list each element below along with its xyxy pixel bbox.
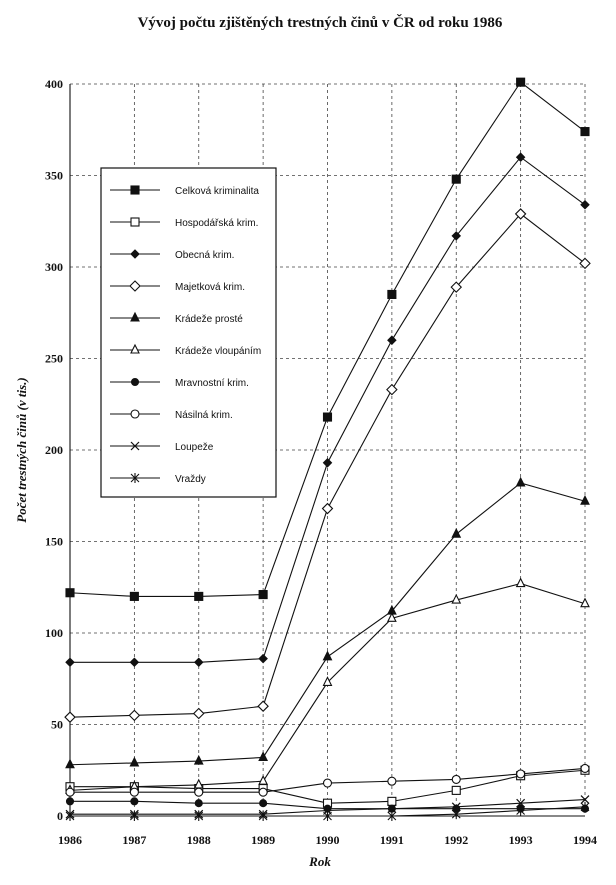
data-point: [452, 775, 460, 783]
data-point: [195, 780, 203, 788]
data-point: [517, 478, 525, 486]
data-point: [324, 413, 332, 421]
y-tick-label: 150: [45, 534, 63, 549]
legend-label: Majetková krim.: [175, 282, 246, 293]
y-tick-label: 300: [45, 260, 63, 274]
data-point: [388, 290, 396, 298]
chart-title: Vývoj počtu zjištěných trestných činů v ČR od roku 1986: [137, 15, 503, 31]
x-tick-label: 1992: [444, 833, 469, 847]
data-point: [517, 770, 525, 778]
legend-label: Vraždy: [175, 474, 206, 485]
data-point: [66, 788, 74, 796]
x-tick-label: 1994: [573, 833, 597, 847]
data-point: [259, 591, 267, 599]
x-tick-labels: [58, 833, 597, 847]
data-point: [324, 677, 332, 685]
data-point: [130, 788, 138, 796]
data-point: [130, 758, 138, 766]
data-point: [259, 788, 267, 796]
data-point: [195, 658, 203, 666]
data-point: [195, 592, 203, 600]
x-tick-label: 1990: [315, 833, 340, 847]
data-point: [581, 201, 589, 209]
x-tick-label: 1993: [508, 833, 533, 847]
y-tick-label: 250: [45, 351, 63, 366]
legend-label: Obecná krim.: [175, 250, 235, 261]
data-point: [131, 410, 139, 418]
data-point: [388, 797, 396, 805]
data-point: [581, 128, 589, 136]
x-tick-label: 1986: [58, 833, 82, 847]
data-point: [259, 655, 267, 663]
legend: [101, 168, 276, 497]
data-point: [194, 709, 204, 719]
x-tick-label: 1988: [186, 833, 211, 847]
data-point: [452, 529, 460, 537]
data-point: [195, 800, 202, 807]
data-point: [388, 777, 396, 785]
data-point: [66, 589, 74, 597]
data-point: [388, 336, 396, 344]
y-tick-label: 400: [45, 77, 63, 91]
data-point: [324, 652, 332, 660]
data-point: [258, 701, 268, 711]
x-axis-label: Rok: [309, 854, 331, 869]
data-point: [131, 218, 139, 226]
data-point: [517, 579, 525, 587]
legend-label: Loupeže: [175, 442, 214, 453]
x-tick-label: 1987: [122, 833, 147, 847]
data-point: [324, 459, 332, 467]
y-tick-labels: [45, 77, 63, 823]
data-point: [387, 385, 397, 395]
y-tick-label: 350: [45, 168, 63, 183]
legend-label: Násilná krim.: [175, 410, 233, 421]
data-point: [452, 786, 460, 794]
data-point: [260, 800, 267, 807]
data-point: [131, 186, 139, 194]
y-tick-label: 50: [51, 717, 63, 732]
data-point: [323, 504, 333, 514]
y-axis-label: Počet trestných činů (v tis.): [14, 377, 29, 523]
data-point: [195, 788, 203, 796]
legend-label: Krádeže prosté: [175, 314, 243, 325]
legend-label: Celková kriminalita: [175, 186, 259, 197]
x-tick-label: 1989: [251, 833, 276, 847]
data-point: [130, 592, 138, 600]
y-tick-label: 200: [45, 443, 63, 457]
data-point: [129, 710, 139, 720]
data-point: [130, 658, 138, 666]
x-tick-label: 1991: [379, 833, 404, 847]
data-point: [66, 658, 74, 666]
data-point: [65, 712, 75, 722]
data-point: [324, 779, 332, 787]
legend-label: Krádeže vloupáním: [175, 346, 262, 357]
data-point: [581, 764, 589, 772]
data-point: [195, 756, 203, 764]
legend-label: Hospodářská krim.: [175, 218, 259, 229]
data-point: [131, 798, 138, 805]
data-point: [517, 78, 525, 86]
data-point: [452, 175, 460, 183]
y-tick-label: 0: [57, 809, 63, 823]
data-point: [67, 798, 74, 805]
data-point: [132, 379, 139, 386]
y-tick-label: 100: [45, 626, 63, 640]
legend-label: Mravnostní krim.: [175, 378, 249, 389]
data-point: [66, 760, 74, 768]
